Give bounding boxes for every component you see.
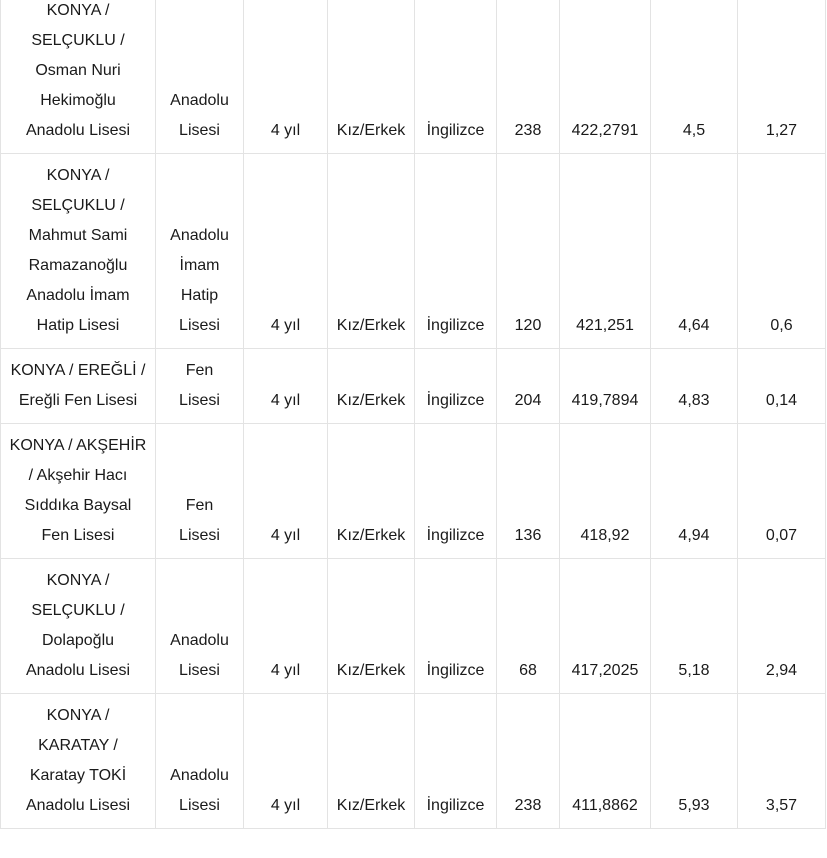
school-name-line: Hatip Lisesi [36,317,120,334]
quota-cell [497,154,560,349]
language-value: İngilizce [426,797,485,814]
school-name-line: KONYA / [46,572,110,589]
quota-value: 238 [514,797,542,814]
school-type-cell [156,694,244,829]
last-column-value: 0,14 [765,392,798,409]
base-score-cell [560,559,651,694]
school-name-line: Hekimoğlu [40,92,116,109]
language-value: İngilizce [426,527,485,544]
school-name-line: KONYA / [46,2,110,19]
school-type-line: Fen [185,497,214,514]
percentile-value: 5,18 [678,662,710,679]
school-name-line: KONYA / AKŞEHİR [9,437,147,454]
table-row [1,559,826,694]
percentile-cell [651,559,738,694]
quota-value: 204 [514,392,542,409]
base-score-cell [560,349,651,424]
school-name-cell [1,0,156,154]
table-row [1,424,826,559]
gender-cell [328,154,415,349]
school-type-line: Anadolu [170,632,229,649]
last-column-value: 2,94 [765,662,798,679]
school-type-line: Anadolu [170,227,229,244]
language-value: İngilizce [426,662,485,679]
table-body [1,0,826,829]
percentile-value: 4,64 [678,317,710,334]
quota-value: 68 [519,662,537,679]
school-name-line: Ramazanoğlu [28,257,128,274]
school-type-cell [156,0,244,154]
school-type-line: İmam [179,257,220,274]
school-name-line: SELÇUKLU / [31,32,125,49]
gender-value: Kız/Erkek [336,392,406,409]
percentile-value: 4,5 [682,122,706,139]
gender-value: Kız/Erkek [336,317,406,334]
percentile-cell [651,349,738,424]
base-score-value: 418,92 [580,527,630,544]
quota-cell [497,349,560,424]
school-name-line: Ereğli Fen Lisesi [18,392,138,409]
last-column-value: 1,27 [765,122,798,139]
language-value: İngilizce [426,122,485,139]
base-score-value: 419,7894 [571,392,639,409]
table-row [1,0,826,154]
school-name-cell [1,154,156,349]
last-column-cell [738,0,826,154]
school-type-cell [156,424,244,559]
language-cell [415,349,497,424]
quota-cell [497,0,560,154]
base-score-cell [560,694,651,829]
school-type-line: Lisesi [179,527,220,544]
school-type-line: Lisesi [179,662,220,679]
school-type-cell [156,349,244,424]
gender-value: Kız/Erkek [336,662,406,679]
school-name-line: Mahmut Sami [28,227,128,244]
language-value: İngilizce [426,317,485,334]
base-score-cell [560,0,651,154]
school-type-line: Anadolu [170,767,229,784]
percentile-cell [651,694,738,829]
gender-cell [328,349,415,424]
last-column-value: 0,6 [770,317,793,334]
percentile-value: 4,94 [678,527,710,544]
school-type-line: Hatip [180,287,219,304]
school-name-line: KARATAY / [38,737,118,754]
school-name-line: Osman Nuri [35,62,121,79]
duration-cell [244,0,328,154]
duration-cell [244,559,328,694]
school-name-line: Fen Lisesi [41,527,115,544]
percentile-cell [651,424,738,559]
language-cell [415,424,497,559]
base-score-value: 417,2025 [571,662,639,679]
school-name-cell [1,424,156,559]
gender-value: Kız/Erkek [336,797,406,814]
gender-cell [328,559,415,694]
school-name-line: KONYA / [46,167,110,184]
school-name-line: Anadolu Lisesi [25,122,131,139]
gender-cell [328,424,415,559]
base-score-cell [560,424,651,559]
percentile-value: 4,83 [678,392,710,409]
base-score-cell [560,154,651,349]
quota-value: 120 [514,317,542,334]
school-type-line: Lisesi [179,392,220,409]
duration-cell [244,154,328,349]
school-name-line: Anadolu İmam [26,287,130,304]
school-name-line: SELÇUKLU / [31,602,125,619]
gender-cell [328,0,415,154]
gender-cell [328,694,415,829]
school-type-line: Lisesi [179,317,220,334]
last-column-value: 3,57 [765,797,798,814]
language-cell [415,154,497,349]
base-score-value: 411,8862 [572,797,638,814]
school-name-cell [1,559,156,694]
school-type-line: Lisesi [179,797,220,814]
school-name-line: KONYA / EREĞLİ / [10,362,146,379]
school-type-cell [156,559,244,694]
quota-cell [497,694,560,829]
last-column-cell [738,349,826,424]
quota-value: 238 [514,122,542,139]
school-name-line: / Akşehir Hacı [28,467,128,484]
last-column-value: 0,07 [765,527,798,544]
language-cell [415,694,497,829]
quota-cell [497,424,560,559]
gender-value: Kız/Erkek [336,122,406,139]
table-row [1,349,826,424]
table-row [1,694,826,829]
school-name-line: SELÇUKLU / [31,197,125,214]
school-type-line: Fen [185,362,214,379]
gender-value: Kız/Erkek [336,527,406,544]
duration-value: 4 yıl [270,797,301,814]
percentile-value: 5,93 [678,797,710,814]
table-row [1,154,826,349]
school-name-line: Dolapoğlu [41,632,115,649]
school-name-line: Karatay TOKİ [29,767,127,784]
school-type-cell [156,154,244,349]
school-type-line: Lisesi [179,122,220,139]
last-column-cell [738,154,826,349]
duration-value: 4 yıl [270,662,301,679]
school-name-cell [1,349,156,424]
duration-cell [244,694,328,829]
quota-cell [497,559,560,694]
base-score-value: 421,251 [576,317,634,334]
duration-cell [244,424,328,559]
last-column-cell [738,424,826,559]
school-name-line: Anadolu Lisesi [25,662,131,679]
language-value: İngilizce [426,392,485,409]
school-name-line: Sıddıka Baysal [24,497,132,514]
language-cell [415,0,497,154]
base-score-value: 422,2791 [571,122,639,139]
duration-value: 4 yıl [270,317,301,334]
duration-cell [244,349,328,424]
school-name-line: KONYA / [46,707,110,724]
duration-value: 4 yıl [270,392,301,409]
percentile-cell [651,0,738,154]
school-name-line: Anadolu Lisesi [25,797,131,814]
quota-value: 136 [514,527,542,544]
duration-value: 4 yıl [270,527,301,544]
percentile-cell [651,154,738,349]
school-name-cell [1,694,156,829]
last-column-cell [738,559,826,694]
last-column-cell [738,694,826,829]
school-type-line: Anadolu [170,92,229,109]
language-cell [415,559,497,694]
duration-value: 4 yıl [270,122,301,139]
